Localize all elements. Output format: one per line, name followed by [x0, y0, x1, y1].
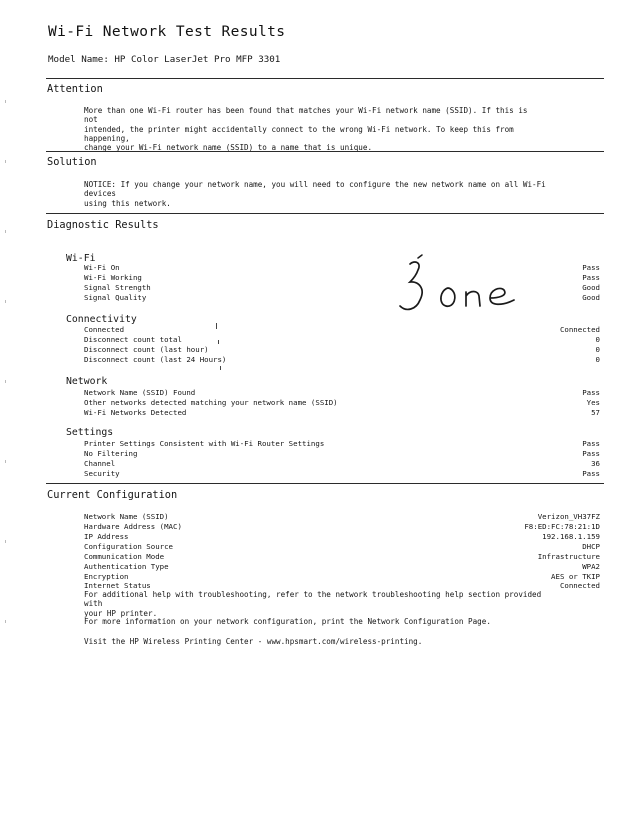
scan-margin-mark [5, 380, 6, 383]
help-text: For additional help with troubleshooting, refer to the network troubleshooting help section provided with your HP printer. [84, 590, 542, 618]
row-value: Connected [559, 581, 600, 590]
row-value: Pass [582, 263, 600, 272]
row-value: Connected [559, 325, 600, 334]
row-label: Disconnect count (last 24 Hours) [84, 355, 227, 364]
scan-margin-mark [5, 300, 6, 303]
row-label: Disconnect count (last hour) [84, 345, 209, 354]
row-label: Other networks detected matching your network name (SSID) [84, 398, 338, 407]
row-value: DHCP [582, 542, 600, 551]
scan-margin-mark [5, 460, 6, 463]
config-row [84, 532, 600, 541]
stray-mark [220, 366, 221, 370]
row-label: Connected [84, 325, 125, 334]
network-row [84, 388, 600, 397]
connectivity-row [84, 345, 600, 354]
row-value: Yes [586, 398, 600, 407]
page-title: Wi-Fi Network Test Results [48, 24, 286, 40]
section-divider [46, 151, 604, 152]
row-label: Security [84, 469, 120, 478]
scan-margin-mark [5, 230, 6, 233]
row-value: 0 [595, 355, 600, 364]
wifi-group-heading: Wi-Fi [66, 253, 96, 264]
row-label: Authentication Type [84, 562, 169, 571]
row-value: 0 [595, 345, 600, 354]
row-label: Printer Settings Consistent with Wi-Fi Router Settings [84, 439, 325, 448]
row-value: 0 [595, 335, 600, 344]
network-row [84, 408, 600, 417]
row-value: 36 [591, 459, 600, 468]
settings-group-heading: Settings [66, 427, 114, 438]
row-value: AES or TKIP [551, 572, 600, 581]
row-label: Encryption [84, 572, 129, 581]
settings-row [84, 439, 600, 448]
attention-heading: Attention [47, 83, 103, 95]
connectivity-group-heading: Connectivity [66, 314, 137, 325]
row-label: No Filtering [84, 449, 138, 458]
row-value: Pass [582, 388, 600, 397]
connectivity-row [84, 335, 600, 344]
row-label: Wi-Fi Working [84, 273, 142, 282]
row-label: IP Address [84, 532, 129, 541]
solution-text: NOTICE: If you change your network name, you will need to configure the new network name on all Wi-Fi devices using this network. [84, 180, 546, 208]
config-row [84, 572, 600, 581]
network-group-heading: Network [66, 376, 108, 387]
row-label: Network Name (SSID) [84, 512, 169, 521]
section-divider [46, 213, 604, 214]
scan-margin-mark [5, 100, 6, 103]
row-value: F8:ED:FC:78:21:1D [524, 522, 600, 531]
row-value: Pass [582, 449, 600, 458]
section-divider [46, 483, 604, 484]
row-label: Channel [84, 459, 116, 468]
row-value: Pass [582, 469, 600, 478]
row-label: Signal Strength [84, 283, 151, 292]
visit-text: Visit the HP Wireless Printing Center - www.hpsmart.com/wireless-printing. [84, 637, 423, 646]
row-value: Good [582, 293, 600, 302]
solution-heading: Solution [47, 156, 97, 168]
row-label: Hardware Address (MAC) [84, 522, 182, 531]
settings-row [84, 469, 600, 478]
settings-row [84, 449, 600, 458]
row-label: Wi-Fi Networks Detected [84, 408, 187, 417]
row-value: 57 [591, 408, 600, 417]
model-name: Model Name: HP Color LaserJet Pro MFP 3301 [48, 54, 281, 65]
row-value: Infrastructure [537, 552, 600, 561]
row-value: 192.168.1.159 [542, 532, 600, 541]
row-label: Disconnect count total [84, 335, 182, 344]
network-row [84, 398, 600, 407]
row-value: Good [582, 283, 600, 292]
scan-margin-mark [5, 160, 6, 163]
config-row [84, 581, 600, 590]
settings-row [84, 459, 600, 468]
row-value: WPA2 [582, 562, 600, 571]
row-value: Verizon_VH37FZ [537, 512, 600, 521]
row-label: Network Name (SSID) Found [84, 388, 196, 397]
row-value: Pass [582, 273, 600, 282]
connectivity-row [84, 325, 600, 334]
config-row [84, 542, 600, 551]
row-label: Communication Mode [84, 552, 165, 561]
row-label: Signal Quality [84, 293, 147, 302]
scan-margin-mark [5, 620, 6, 623]
more-info-text: For more information on your network configuration, print the Network Configuration Page. [84, 617, 491, 626]
attention-text: More than one Wi-Fi router has been found that matches your Wi-Fi network name (SSID). If this is not intended, the printer might accidentally connect to the wrong Wi-Fi network. To keep this from happening, change your Wi-Fi network name (SSID) to a name that is unique. [84, 106, 528, 153]
row-value: Pass [582, 439, 600, 448]
section-divider [46, 78, 604, 79]
connectivity-row [84, 355, 600, 364]
config-row [84, 562, 600, 571]
config-row [84, 512, 600, 521]
scan-margin-mark [5, 540, 6, 543]
row-label: Wi-Fi On [84, 263, 120, 272]
config-row [84, 522, 600, 531]
current-config-heading: Current Configuration [47, 489, 178, 501]
row-label: Configuration Source [84, 542, 173, 551]
row-label: Internet Status [84, 581, 151, 590]
diagnostic-heading: Diagnostic Results [47, 219, 159, 231]
handwritten-annotation [392, 252, 532, 322]
config-row [84, 552, 600, 561]
